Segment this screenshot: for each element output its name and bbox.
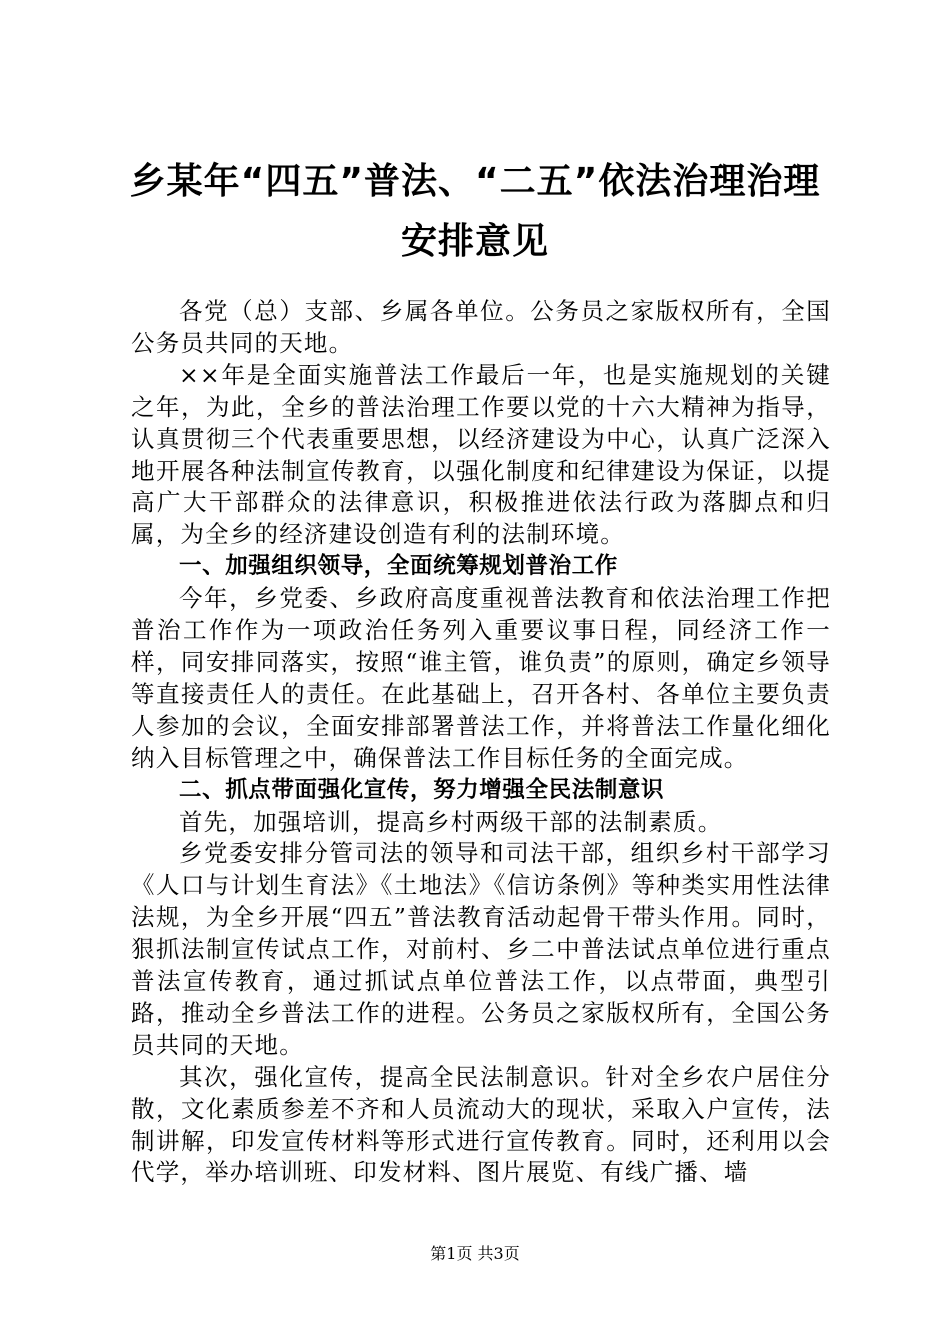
paragraph-section-1: 今年，乡党委、乡政府高度重视普法教育和依法治理工作把普治工作作为一项政治任务列入重要议事日程，同经济工作一样，同安排同落实，按照“谁主管，谁负责”的原则，确定乡领导等直接责任人的责任。在此基础上，召开各村、各单位主要负责人参加的会议，全面安排部署普法工作，并将普法工作量化细化纳入目标管理之中，确保普法工作目标任务的全面完成。	[131, 584, 831, 772]
paragraph-intro: ××年是全面实施普法工作最后一年，也是实施规划的关键之年，为此，全乡的普法治理工作要以党的十六大精神为指导，认真贯彻三个代表重要思想，以经济建设为中心，认真广泛深入地开展各种法制宣传教育，以强化制度和纪律建设为保证，以提高广大干部群众的法律意识，积极推进依法行政为落脚点和归属，为全乡的经济建设创造有利的法制环境。	[131, 360, 831, 549]
paragraph-training: 乡党委安排分管司法的领导和司法干部，组织乡村干部学习《人口与计划生育法》《土地法》《信访条例》等种类实用性法律法规，为全乡开展“四五”普法教育活动起骨干带头作用。同时，狠抓法制宣传试点工作，对前村、乡二中普法试点单位进行重点普法宣传教育，通过抓试点单位普法工作，以点带面，典型引路，推动全乡普法工作的进程。公务员之家版权所有，全国公务员共同的天地。	[131, 839, 831, 1059]
page-footer: 第1页 共3页	[430, 1244, 520, 1263]
paragraph-first-point: 首先，加强培训，提高乡村两级干部的法制素质。	[179, 807, 723, 836]
document-title-line-1: 乡某年“四五”普法、“二五”依法治理治理	[129, 161, 821, 202]
section-heading-1: 一、加强组织领导，全面统筹规划普治工作	[179, 553, 618, 580]
paragraph-salutation: 各党（总）支部、乡属各单位。公务员之家版权所有，全国公务员共同的天地。	[131, 297, 831, 357]
paragraph-second-point: 其次，强化宣传，提高全民法制意识。针对全乡农户居住分散，文化素质参差不齐和人员流动大的现状，采取入户宣传，法制讲解，印发宣传材料等形式进行宣传教育。同时，还利用以会代学，举办培训班、印发材料、图片展览、有线广播、墙	[131, 1062, 831, 1187]
document-title-line-2: 安排意见	[400, 221, 549, 262]
document-body	[131, 296, 831, 1189]
section-heading-2: 二、抓点带面强化宣传，努力增强全民法制意识	[179, 776, 665, 803]
